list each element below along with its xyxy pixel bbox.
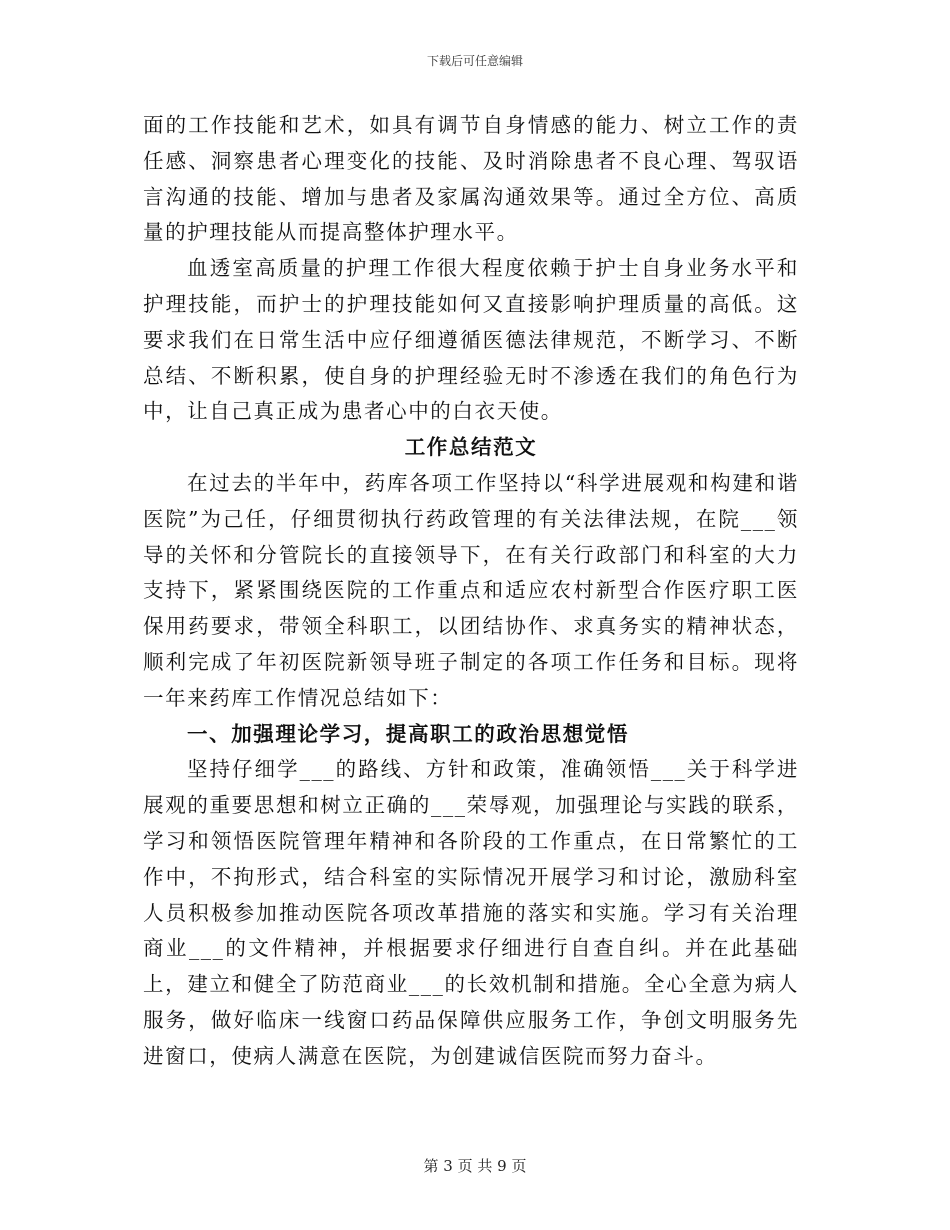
page-header: 下载后可任意编辑 bbox=[426, 54, 523, 68]
body-paragraph-2: 血透室高质量的护理工作很大程度依赖于护士自身业务水平和护理技能，而护士的护理技能如何又直接影响护理质量的高低。这要求我们在日常生活中应仔细遵循医德法律规范，不断学习、不断总结、不断积累，使自身的护理经验无时不渗透在我们的角色行为中，让自己真正成为患者心中的白衣天使。 bbox=[143, 256, 799, 424]
body-paragraph-3: 在过去的半年中，药库各项工作坚持以“科学进展观和构建和谐医院”为己任，仔细贯彻执行药政管理的有关法律法规，在院___领导的关怀和分管院长的直接领导下，在有关行政部门和科室的大力支持下，紧紧围绕医院的工作重点和适应农村新型合作医疗职工医保用药要求，带领全科职工，以团结协作、求真务实的精神状态，顺利完成了年初医院新领导班子制定的各项工作任务和目标。现将一年来药库工作情况总结如下： bbox=[143, 470, 799, 710]
page-number: 第 3 页 共 9 页 bbox=[423, 1157, 527, 1175]
document-body bbox=[143, 108, 799, 1075]
body-paragraph-1: 面的工作技能和艺术，如具有调节自身情感的能力、树立工作的责任感、洞察患者心理变化的技能、及时消除患者不良心理、驾驭语言沟通的技能、增加与患者及家属沟通效果等。通过全方位、高质量的护理技能从而提高整体护理水平。 bbox=[143, 113, 799, 245]
document-title: 工作总结范文 bbox=[404, 435, 538, 460]
body-paragraph-4: 坚持仔细学___的路线、方针和政策，准确领悟___关于科学进展观的重要思想和树立正确的___荣辱观，加强理论与实践的联系，学习和领悟医院管理年精神和各阶段的工作重点，在日常繁忙的工作中，不拘形式，结合科室的实际情况开展学习和讨论，激励科室人员积极参加推动医院各项改革措施的落实和实施。学习有关治理商业___的文件精神，并根据要求仔细进行自查自纠。并在此基础上，建立和健全了防范商业___的长效机制和措施。全心全意为病人服务，做好临床一线窗口药品保障供应服务工作，争创文明服务先进窗口，使病人满意在医院，为创建诚信医院而努力奋斗。 bbox=[143, 757, 799, 1068]
section-heading-1: 一、加强理论学习，提高职工的政治思想觉悟 bbox=[187, 721, 629, 746]
